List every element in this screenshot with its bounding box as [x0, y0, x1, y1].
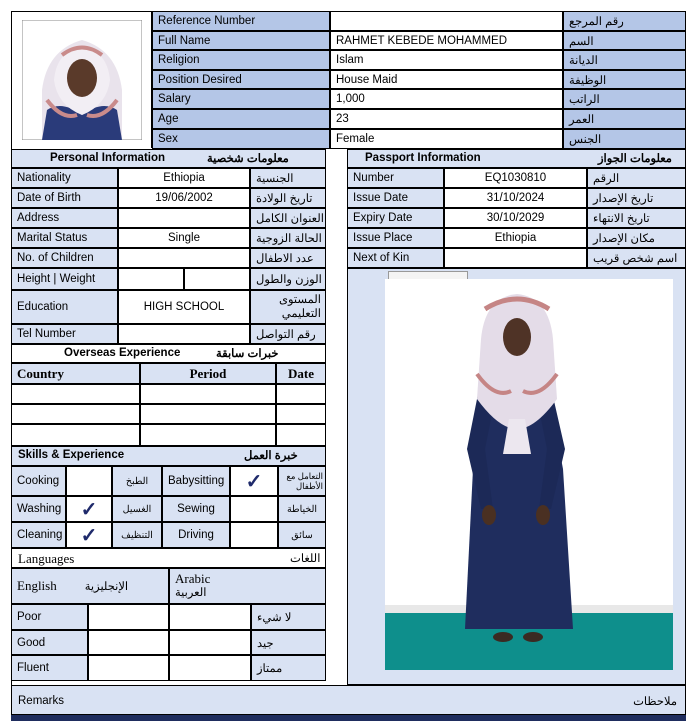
skills-title-ar: خبرة العمل — [244, 450, 298, 462]
languages-title-bar — [11, 548, 326, 568]
header-ar-position: الوظيفة — [563, 70, 686, 89]
skill-ar-cooking: الطبخ — [112, 466, 162, 496]
personal-value-marital: Single — [118, 228, 250, 248]
passport-title-ar: معلومات الجواز — [598, 153, 672, 165]
personal-label-height-weight: Height | Weight — [11, 268, 118, 290]
personal-label-nationality: Nationality — [11, 168, 118, 188]
header-label-position: Position Desired — [152, 70, 330, 89]
passport-ar-number: الرقم — [587, 168, 686, 188]
languages-title-en: Languages — [18, 551, 75, 566]
level-label-poor: Poor — [11, 604, 88, 630]
personal-value-address — [118, 208, 250, 228]
level-arabic-poor[interactable] — [169, 604, 251, 630]
level-label-good: Good — [11, 630, 88, 655]
personal-title-bar — [11, 149, 326, 168]
personal-ar-marital: الحالة الزوجية — [250, 228, 326, 248]
overseas-cell — [276, 384, 326, 404]
personal-label-dob: Date of Birth — [11, 188, 118, 208]
overseas-col-period: Period — [140, 363, 276, 384]
level-ar-poor: لا شيء — [251, 604, 326, 630]
personal-ar-height-weight: الوزن والطول — [250, 268, 326, 290]
passport-label-expiry-date: Expiry Date — [347, 208, 444, 228]
header-ar-religion: الديانة — [563, 50, 686, 70]
language-english-cell — [11, 568, 169, 604]
personal-value-dob: 19/06/2002 — [118, 188, 250, 208]
personal-ar-address: العنوان الكامل — [250, 208, 326, 228]
personal-value-tel — [118, 324, 250, 344]
remarks-label-ar: ملاحظات — [633, 696, 677, 708]
language-arabic-ar: العربية — [175, 587, 207, 599]
passport-value-expiry-date: 30/10/2029 — [444, 208, 587, 228]
personal-ar-children: عدد الاطفال — [250, 248, 326, 268]
skill-label-sewing: Sewing — [162, 496, 230, 522]
header-value-fullname: RAHMET KEBEDE MOHAMMED — [330, 31, 563, 50]
passport-label-number: Number — [347, 168, 444, 188]
header-value-salary: 1,000 — [330, 89, 563, 109]
header-ar-fullname: السم — [563, 31, 686, 50]
personal-value-education: HIGH SCHOOL — [118, 290, 250, 324]
remarks-footer-stripe — [11, 715, 686, 721]
passport-value-issue-place: Ethiopia — [444, 228, 587, 248]
header-value-position: House Maid — [330, 70, 563, 89]
skills-title-en: Skills & Experience — [18, 449, 125, 461]
skill-ar-sewing: الخياطة — [278, 496, 326, 522]
overseas-col-country: Country — [11, 363, 140, 384]
languages-title-ar: اللغات — [290, 553, 321, 565]
level-arabic-good[interactable] — [169, 630, 251, 655]
headshot-photo — [22, 20, 142, 140]
full-body-photo-image — [385, 279, 673, 670]
personal-value-children — [118, 248, 250, 268]
level-english-poor[interactable] — [88, 604, 169, 630]
language-arabic-en: Arabic — [175, 571, 211, 586]
header-label-salary: Salary — [152, 89, 330, 109]
personal-value-weight — [184, 268, 250, 290]
skill-ar-driving: سائق — [278, 522, 326, 548]
header-label-sex: Sex — [152, 129, 330, 149]
passport-title-en: Passport Information — [365, 152, 481, 164]
personal-label-tel: Tel Number — [11, 324, 118, 344]
passport-ar-issue-place: مكان الإصدار — [587, 228, 686, 248]
language-english-ar: الإنجليزية — [84, 581, 129, 593]
overseas-title-en: Overseas Experience — [64, 347, 181, 359]
level-ar-fluent: ممتاز — [251, 655, 326, 681]
language-english-en: English — [17, 578, 57, 593]
skill-ar-cleaning: التنظيف — [112, 522, 162, 548]
personal-label-marital: Marital Status — [11, 228, 118, 248]
remarks-bar — [11, 685, 686, 715]
skill-label-washing: Washing — [11, 496, 66, 522]
passport-label-issue-date: Issue Date — [347, 188, 444, 208]
overseas-cell — [276, 404, 326, 424]
skill-check-babysitting[interactable]: ✓ — [230, 466, 278, 496]
skill-label-cooking: Cooking — [11, 466, 66, 496]
level-english-good[interactable] — [88, 630, 169, 655]
passport-ar-expiry-date: تاريخ الانتهاء — [587, 208, 686, 228]
skill-label-cleaning: Cleaning — [11, 522, 66, 548]
skill-check-sewing[interactable] — [230, 496, 278, 522]
personal-ar-education: المستوى التعليمي — [250, 290, 326, 324]
header-value-reference — [330, 11, 563, 31]
passport-ar-next-of-kin: اسم شخص قريب — [587, 248, 686, 268]
header-label-fullname: Full Name — [152, 31, 330, 50]
personal-label-address: Address — [11, 208, 118, 228]
remarks-label-en: Remarks — [18, 695, 65, 707]
personal-label-children: No. of Children — [11, 248, 118, 268]
overseas-cell — [140, 424, 276, 446]
overseas-cell — [140, 404, 276, 424]
skill-ar-babysitting: التعامل مع الأطفال — [278, 466, 326, 496]
personal-value-height — [118, 268, 184, 290]
header-label-religion: Religion — [152, 50, 330, 70]
header-value-religion: Islam — [330, 50, 563, 70]
skill-label-driving: Driving — [162, 522, 230, 548]
header-ar-reference: رقم المرجع — [563, 11, 686, 31]
header-ar-sex: الجنس — [563, 129, 686, 149]
skills-title-bar — [11, 446, 326, 466]
header-ar-age: العمر — [563, 109, 686, 129]
skill-check-cleaning[interactable]: ✓ — [66, 522, 112, 548]
level-english-fluent[interactable] — [88, 655, 169, 681]
personal-ar-dob: تاريخ الولادة — [250, 188, 326, 208]
level-arabic-fluent[interactable] — [169, 655, 251, 681]
level-label-fluent: Fluent — [11, 655, 88, 681]
overseas-cell — [11, 384, 140, 404]
overseas-cell — [276, 424, 326, 446]
overseas-col-date: Date — [276, 363, 326, 384]
overseas-cell — [11, 404, 140, 424]
personal-title-ar: معلومات شخصية — [207, 153, 289, 165]
skill-ar-washing: الغسيل — [112, 496, 162, 522]
header-value-age: 23 — [330, 109, 563, 129]
skill-check-cooking[interactable] — [66, 466, 112, 496]
personal-ar-nationality: الجنسية — [250, 168, 326, 188]
passport-value-number: EQ1030810 — [444, 168, 587, 188]
passport-title-bar — [347, 149, 686, 168]
level-ar-good: جيد — [251, 630, 326, 655]
header-label-reference: Reference Number — [152, 11, 330, 31]
personal-ar-tel: رقم التواصل — [250, 324, 326, 344]
skill-check-driving[interactable] — [230, 522, 278, 548]
header-label-age: Age — [152, 109, 330, 129]
passport-ar-issue-date: تاريخ الإصدار — [587, 188, 686, 208]
header-value-sex: Female — [330, 129, 563, 149]
overseas-cell — [11, 424, 140, 446]
language-arabic-cell — [169, 568, 326, 604]
personal-label-education: Education — [11, 290, 118, 324]
overseas-cell — [140, 384, 276, 404]
passport-value-next-of-kin — [444, 248, 587, 268]
overseas-title-ar: خبرات سابقة — [216, 348, 279, 360]
personal-title-en: Personal Information — [50, 152, 166, 164]
full-body-photo — [385, 279, 673, 670]
skill-check-washing[interactable]: ✓ — [66, 496, 112, 522]
overseas-title-bar — [11, 344, 326, 363]
passport-label-next-of-kin: Next of Kin — [347, 248, 444, 268]
headshot-photo-cell — [12, 12, 152, 148]
header-ar-salary: الراتب — [563, 89, 686, 109]
passport-value-issue-date: 31/10/2024 — [444, 188, 587, 208]
personal-value-nationality: Ethiopia — [118, 168, 250, 188]
skill-label-babysitting: Babysitting — [162, 466, 230, 496]
passport-label-issue-place: Issue Place — [347, 228, 444, 248]
